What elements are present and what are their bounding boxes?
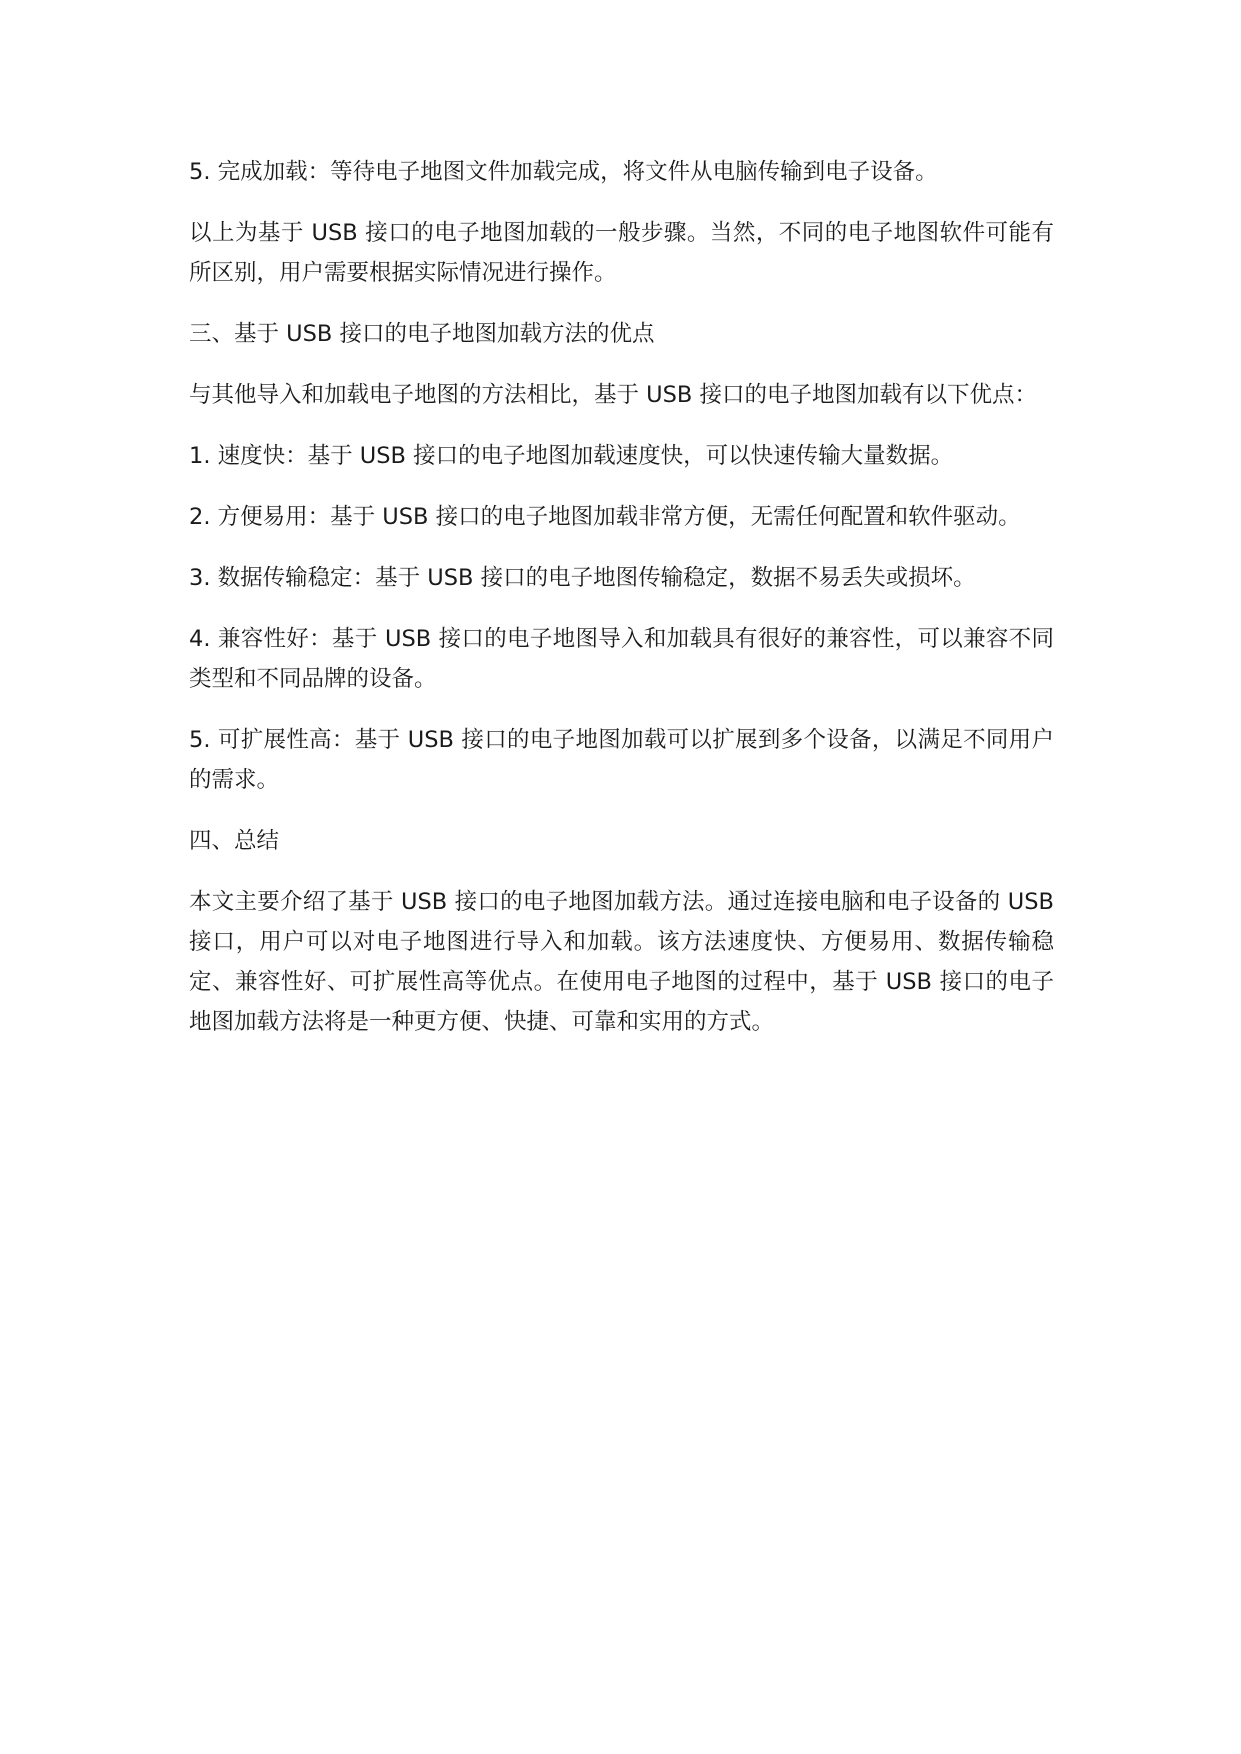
- step-5-complete-loading: 5. 完成加载：等待电子地图文件加载完成，将文件从电脑传输到电子设备。: [189, 159, 938, 185]
- advantage-4-compatibility: 4. 兼容性好：基于 USB 接口的电子地图导入和加载具有很好的兼容性，可以兼容不同类型和不同品牌的设备。: [189, 626, 1054, 692]
- advantage-2-ease-of-use: 2. 方便易用：基于 USB 接口的电子地图加载非常方便，无需任何配置和软件驱动。: [189, 504, 1021, 530]
- section-3-heading: 三、基于 USB 接口的电子地图加载方法的优点: [189, 321, 655, 347]
- advantage-5-scalability: 5. 可扩展性高：基于 USB 接口的电子地图加载可以扩展到多个设备，以满足不同用户的需求。: [189, 727, 1054, 793]
- advantage-3-stability: 3. 数据传输稳定：基于 USB 接口的电子地图传输稳定，数据不易丢失或损坏。: [189, 565, 976, 591]
- section-4-heading: 四、总结: [189, 828, 280, 854]
- steps-summary-paragraph: 以上为基于 USB 接口的电子地图加载的一般步骤。当然，不同的电子地图软件可能有所区别，用户需要根据实际情况进行操作。: [189, 220, 1054, 286]
- document-body: [189, 152, 1054, 1063]
- advantage-1-speed: 1. 速度快：基于 USB 接口的电子地图加载速度快，可以快速传输大量数据。: [189, 443, 954, 469]
- conclusion-paragraph: 本文主要介绍了基于 USB 接口的电子地图加载方法。通过连接电脑和电子设备的 USB 接口，用户可以对电子地图进行导入和加载。该方法速度快、方便易用、数据传输稳定、兼容性好、可扩展性高等优点。在使用电子地图的过程中，基于 USB 接口的电子地图加载方法将是一种更方便、快捷、可靠和实用的方式。: [189, 889, 1054, 1035]
- advantages-intro-paragraph: 与其他导入和加载电子地图的方法相比，基于 USB 接口的电子地图加载有以下优点：: [189, 382, 1037, 408]
